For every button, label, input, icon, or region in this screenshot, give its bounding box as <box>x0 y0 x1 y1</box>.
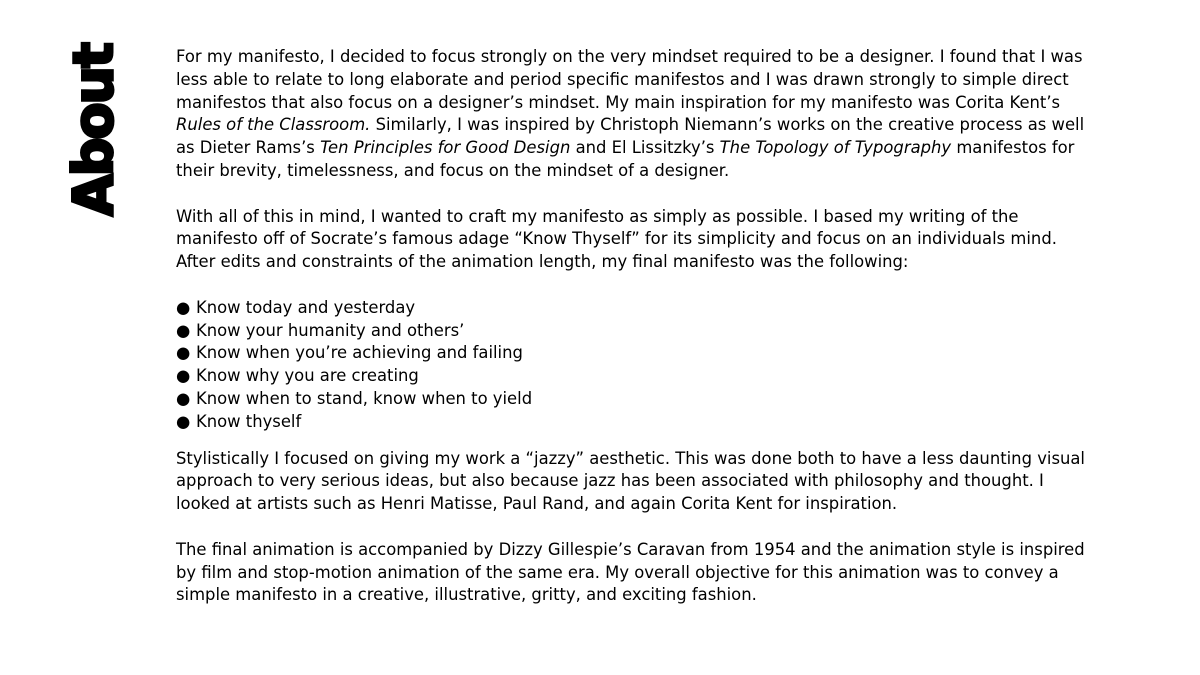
list-item-text: Know when you’re achieving and failing <box>196 343 523 363</box>
list-item <box>176 365 1096 388</box>
list-item <box>176 320 1096 343</box>
list-item-text: Know your humanity and others’ <box>196 320 465 340</box>
bullet-icon: ● <box>176 366 191 386</box>
bullet-icon: ● <box>176 297 191 317</box>
intro-text-3: and El Lissitzky’s <box>570 138 720 158</box>
intro-text-1: For my manifesto, I decided to focus strongly on the very mindset required to be a designer. I found that I was less able to relate to long elaborate and period specific manifestos and I was drawn strongly to simple direct manifestos that also focus on a designer’s mindset. My main inspiration for my manifesto was Corita Kent’s <box>176 47 1083 112</box>
intro-italic-rules: Rules of the Classroom. <box>176 115 371 135</box>
bullet-icon: ● <box>176 388 191 408</box>
list-item <box>176 342 1096 365</box>
about-body <box>176 46 1096 630</box>
process-paragraph: With all of this in mind, I wanted to craft my manifesto as simply as possible. I based my writing of the manifesto off of Socrate’s famous adage “Know Thyself” for its simplicity and focus on an individuals mind. After edits and constraints of the animation length, my final manifesto was the following: <box>176 206 1057 272</box>
intro-text-2: Similarly, I was inspired by Christoph Niemann’s works on the creative process as well as Dieter Rams’s <box>176 115 1085 158</box>
list-item-text: Know thyself <box>196 411 302 431</box>
intro-italic-principles: Ten Principles for Good Design <box>320 138 571 158</box>
list-item <box>176 411 1096 434</box>
list-item-text: Know today and yesterday <box>196 297 416 317</box>
list-item-text: Know why you are creating <box>196 366 419 386</box>
list-item-text: Know when to stand, know when to yield <box>196 388 533 408</box>
bullet-icon: ● <box>176 343 191 363</box>
list-item <box>176 388 1096 411</box>
page-title <box>62 44 125 216</box>
style-paragraph: Stylistically I focused on giving my work a “jazzy” aesthetic. This was done both to have a less daunting visual approach to very serious ideas, but also because jazz has been associated with philosophy and thought. I looked at artists such as Henri Matisse, Paul Rand, and again Corita Kent for inspiration. <box>176 448 1085 514</box>
intro-italic-topology: The Topology of Typography <box>719 138 952 158</box>
list-item <box>176 297 1096 320</box>
page-title-text: About <box>62 44 125 216</box>
manifesto-list <box>176 297 1096 434</box>
intro-paragraph <box>176 46 1096 183</box>
animation-paragraph: The final animation is accompanied by Dizzy Gillespie’s Caravan from 1954 and the animation style is inspired by film and stop-motion animation of the same era. My overall objective for this animation was to convey a simple manifesto in a creative, illustrative, gritty, and exciting fashion. <box>176 539 1085 605</box>
bullet-icon: ● <box>176 320 191 340</box>
intro-text-4: manifestos for their brevity, timelessness, and focus on the mindset of a designer. <box>176 138 1075 180</box>
bullet-icon: ● <box>176 411 191 431</box>
